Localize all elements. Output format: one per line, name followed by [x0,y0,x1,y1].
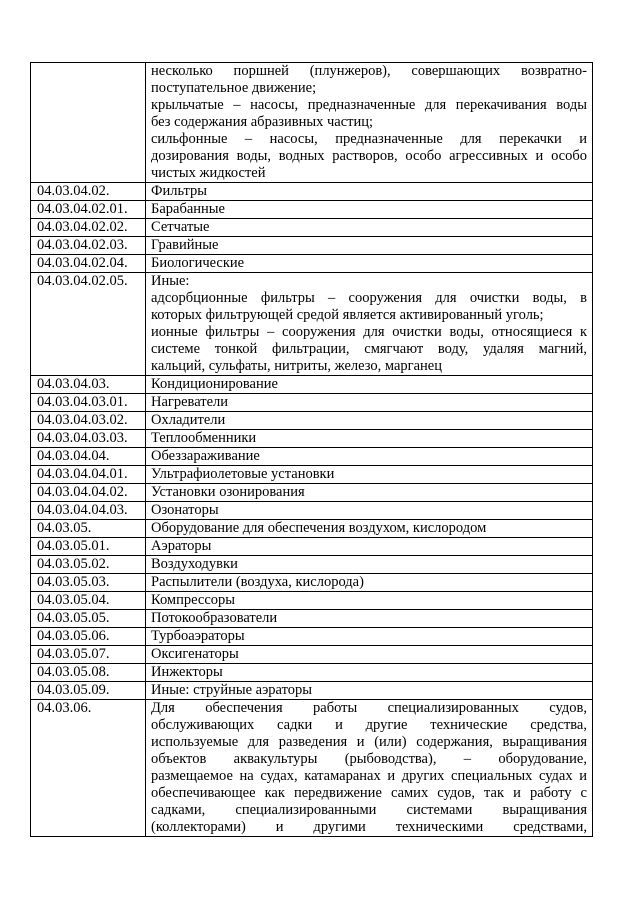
code-cell: 04.03.05.07. [31,646,146,664]
description-line: Охладители [151,412,226,428]
description-line: Озонаторы [151,502,219,518]
description-line: Барабанные [151,201,225,217]
table-row [31,448,593,466]
table-row [31,628,593,646]
description-line: крыльчатые – насосы, предназначенные для перекачивания воды [151,97,587,113]
table-row [31,610,593,628]
description-cell [146,520,593,538]
description-line: Для обеспечения работы специализированных судов, [151,700,587,716]
description-line: системе тонкой фильтрации, смягчают воду, удаляя магний, [151,341,587,357]
description-cell [146,466,593,484]
description-line: ионные фильтры – сооружения для очистки воды, относящиеся к [151,324,587,340]
table-row [31,556,593,574]
description-cell [146,376,593,394]
table-row [31,219,593,237]
code-cell: 04.03.04.03.01. [31,394,146,412]
description-cell [146,201,593,219]
description-cell [146,237,593,255]
code-cell: 04.03.05.09. [31,682,146,700]
description-line: Турбоаэраторы [151,628,245,644]
code-cell: 04.03.05.05. [31,610,146,628]
description-line: Кондиционирование [151,376,278,392]
description-cell [146,273,593,376]
description-line: Сетчатые [151,219,210,235]
table-row [31,664,593,682]
code-cell: 04.03.05.02. [31,556,146,574]
code-cell: 04.03.05.01. [31,538,146,556]
description-cell [146,538,593,556]
description-line: дозирования воды, водных растворов, особо агрессивных и особо [151,148,587,164]
table-row [31,682,593,700]
description-cell [146,628,593,646]
description-line: Оборудование для обеспечения воздухом, кислородом [151,520,487,536]
code-cell: 04.03.04.04. [31,448,146,466]
description-line: Ультрафиолетовые установки [151,466,335,482]
description-cell [146,664,593,682]
description-line: Установки озонирования [151,484,305,500]
table-row [31,63,593,183]
table-row [31,520,593,538]
description-line: Биологические [151,255,245,271]
description-cell [146,592,593,610]
description-line: Компрессоры [151,592,236,608]
description-line: Аэраторы [151,538,212,554]
table-row [31,183,593,201]
description-line: Нагреватели [151,394,229,410]
table-row [31,237,593,255]
table-row [31,646,593,664]
description-line: которых фильтрующей средой является активированный уголь; [151,307,544,323]
description-line: размещаемое на судах, катамаранах и других специальных судах и [151,768,587,784]
code-cell: 04.03.05.08. [31,664,146,682]
code-cell: 04.03.04.02.03. [31,237,146,255]
description-line: без содержания абразивных частиц; [151,114,374,130]
code-cell: 04.03.04.02.01. [31,201,146,219]
code-cell: 04.03.04.04.02. [31,484,146,502]
description-line: обеспечивающее как передвижение самих судов, так и работу с [151,785,587,801]
table-row [31,592,593,610]
description-line: Теплообменники [151,430,257,446]
description-cell [146,646,593,664]
description-line: Воздуходувки [151,556,238,572]
table-body [31,63,593,837]
table-row [31,201,593,219]
description-line: поступательное движение; [151,80,317,96]
code-cell: 04.03.05.06. [31,628,146,646]
description-line: адсорбционные фильтры – сооружения для очистки воды, в [151,290,587,306]
code-cell: 04.03.04.02.02. [31,219,146,237]
code-cell: 04.03.04.04.01. [31,466,146,484]
description-line: Гравийные [151,237,219,253]
description-cell [146,448,593,466]
code-cell: 04.03.04.03. [31,376,146,394]
code-cell: 04.03.04.03.02. [31,412,146,430]
description-cell [146,394,593,412]
description-line: Потокообразователи [151,610,278,626]
description-line: садками, специализированными системами выращивания [151,802,587,818]
code-cell [31,63,146,183]
description-line: несколько поршней (плунжеров), совершающих возвратно- [151,63,587,79]
description-cell [146,700,593,837]
description-line: Иные: [151,273,190,289]
table-row [31,700,593,837]
description-line: (коллекторами) и другими техническими средствами, [151,819,587,835]
description-line: Инжекторы [151,664,223,680]
description-line: Иные: струйные аэраторы [151,682,313,698]
code-cell: 04.03.05.04. [31,592,146,610]
table-row [31,538,593,556]
code-cell: 04.03.04.02.04. [31,255,146,273]
table-row [31,376,593,394]
description-cell [146,183,593,201]
code-cell: 04.03.04.02.05. [31,273,146,376]
description-cell [146,255,593,273]
description-cell [146,63,593,183]
table-row [31,502,593,520]
table-row [31,484,593,502]
code-cell: 04.03.04.03.03. [31,430,146,448]
description-line: Фильтры [151,183,208,199]
description-cell [146,556,593,574]
code-cell: 04.03.05.03. [31,574,146,592]
table-row [31,412,593,430]
description-line: кальций, сульфаты, нитриты, железо, марганец [151,358,442,374]
classification-table [30,62,593,837]
table-row [31,273,593,376]
description-cell [146,682,593,700]
code-cell: 04.03.04.04.03. [31,502,146,520]
description-line: используемые для разведения и (или) содержания, выращивания [151,734,587,750]
code-cell: 04.03.06. [31,700,146,837]
description-cell [146,502,593,520]
description-cell [146,610,593,628]
description-line: Распылители (воздуха, кислорода) [151,574,364,590]
description-cell [146,484,593,502]
table-row [31,574,593,592]
table-row [31,394,593,412]
code-cell: 04.03.04.02. [31,183,146,201]
description-line: Обеззараживание [151,448,260,464]
description-line: обслуживающих садки и другие технические средства, [151,717,587,733]
table-row [31,255,593,273]
description-line: объектов аквакультуры (рыбоводства), – оборудование, [151,751,587,767]
table-row [31,430,593,448]
description-line: Оксигенаторы [151,646,239,662]
description-cell [146,430,593,448]
description-cell [146,412,593,430]
description-cell [146,574,593,592]
code-cell: 04.03.05. [31,520,146,538]
description-line: сильфонные – насосы, предназначенные для перекачки и [151,131,587,147]
description-cell [146,219,593,237]
description-line: чистых жидкостей [151,165,266,181]
table-row [31,466,593,484]
